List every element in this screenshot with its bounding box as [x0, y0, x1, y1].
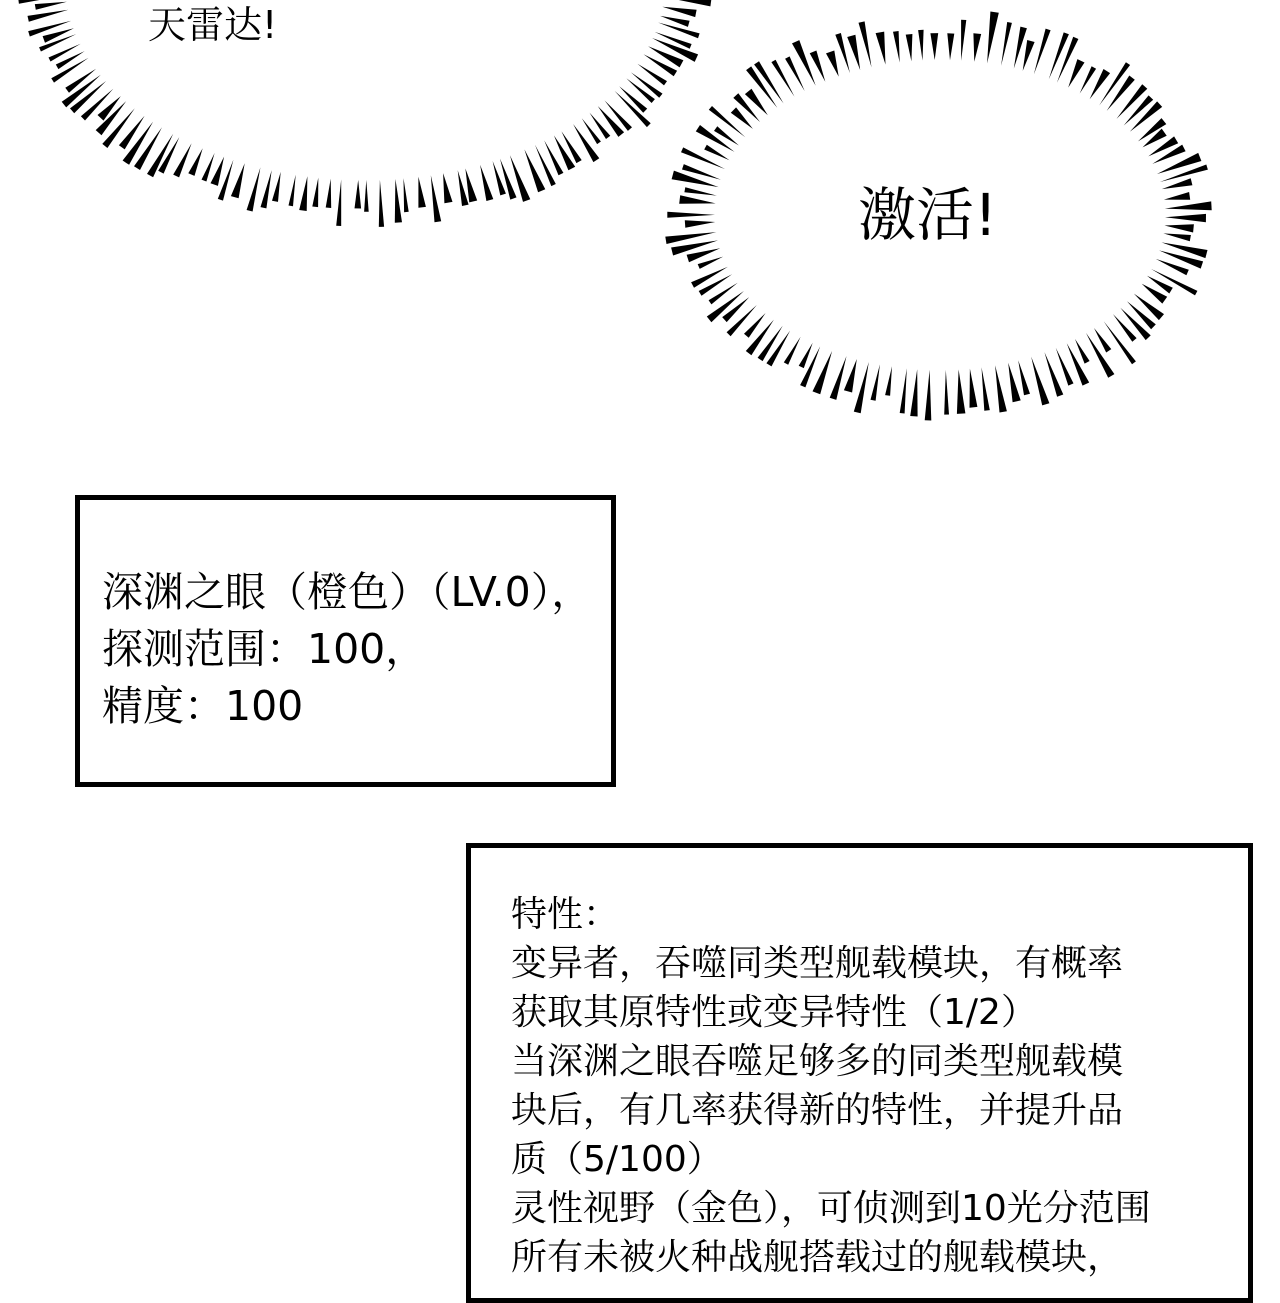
speed-line [480, 165, 493, 201]
speed-line [1156, 259, 1189, 275]
speed-line [698, 257, 724, 269]
speed-line [995, 365, 1007, 412]
speed-line [679, 195, 715, 204]
traits-line: 获取其原特性或变异特性（1/2） [511, 992, 1037, 1033]
speed-line [272, 172, 281, 202]
speed-line [1143, 129, 1167, 148]
speed-line [364, 180, 369, 212]
speed-line [982, 367, 990, 411]
traits-line: 所有未被火种战舰搭载过的舰载模块， [511, 1237, 1124, 1278]
speed-line [957, 370, 966, 414]
speed-line [1124, 95, 1154, 125]
stats-line: 深渊之眼（橙色）（LV.0）， [102, 568, 593, 616]
speed-line [900, 368, 907, 413]
traits-panel [466, 843, 1253, 1303]
speed-line [1165, 214, 1206, 222]
speed-line [261, 170, 272, 208]
speed-line [289, 175, 296, 207]
speed-line [906, 34, 913, 61]
speed-line [925, 370, 932, 421]
speed-line [947, 33, 954, 60]
traits-line: 变异者，吞噬同类型舰载模块，有概率 [511, 943, 1124, 984]
speed-line [1162, 242, 1208, 258]
traits-line: 块后，有几率获得新的特性，并提升品 [511, 1090, 1124, 1131]
speed-line [973, 33, 981, 62]
speed-line [35, 2, 67, 10]
speed-line [312, 178, 318, 208]
speed-line [1152, 145, 1185, 164]
speed-line [970, 369, 978, 408]
traits-line: 质（5/100） [511, 1139, 723, 1180]
speed-line [465, 169, 477, 203]
speed-line [893, 31, 900, 63]
speed-line [987, 12, 999, 64]
burst-bubble-1-speed-lines [18, 0, 713, 227]
speed-line [626, 78, 655, 103]
speed-line [930, 33, 938, 60]
speed-line [49, 44, 81, 62]
speed-line [1165, 224, 1194, 232]
speed-line [885, 366, 892, 395]
speed-line [1075, 339, 1090, 364]
speed-line [1080, 66, 1096, 93]
speed-line [758, 326, 783, 361]
stats-panel-lines [102, 564, 592, 735]
speed-line [1164, 192, 1190, 200]
speed-line [1104, 321, 1136, 364]
speed-line [667, 212, 715, 218]
speed-line [1165, 201, 1212, 210]
speed-line [231, 163, 245, 198]
speed-line [685, 220, 715, 228]
traits-line: 当深渊之眼吞噬足够多的同类型舰载模 [511, 1041, 1124, 1082]
speed-line [1107, 76, 1135, 111]
speed-line [395, 179, 402, 223]
speed-line [660, 16, 690, 27]
traits-panel-lines [511, 890, 1151, 1282]
speed-line [299, 176, 307, 211]
speed-line [1031, 357, 1049, 406]
speed-line [847, 35, 860, 70]
speed-line [524, 149, 545, 192]
speed-line [910, 369, 917, 416]
bubble-1-text: 天雷达! [148, 3, 278, 47]
speed-line [830, 356, 847, 400]
speed-line [859, 21, 872, 67]
speed-line [944, 370, 949, 415]
stats-panel [75, 495, 616, 787]
speed-line [379, 180, 384, 227]
speed-line [443, 173, 452, 203]
speed-line [431, 175, 441, 222]
speed-line [598, 106, 624, 137]
stats-line: 探测范围：100， [102, 625, 427, 673]
speed-line [844, 359, 857, 393]
speed-line [792, 40, 816, 86]
speed-line [664, 0, 711, 6]
traits-line: 灵性视野（金色），可侦测到10光分范围 [511, 1188, 1151, 1229]
speed-line [81, 89, 113, 121]
speed-line [662, 7, 696, 17]
speed-line [1127, 301, 1156, 329]
speed-line [1008, 363, 1021, 403]
speed-line [28, 10, 69, 22]
speed-line [247, 167, 261, 211]
traits-line: 特性： [511, 894, 620, 935]
speed-line [691, 267, 728, 288]
speed-line [1120, 308, 1150, 340]
speed-line [961, 20, 966, 61]
speed-line [1018, 360, 1030, 395]
speed-line [1034, 29, 1051, 75]
speed-line [202, 153, 215, 182]
speed-line [355, 180, 362, 209]
speed-line [854, 362, 869, 413]
speed-line [493, 161, 506, 195]
speed-line [28, 21, 71, 37]
speed-line [746, 320, 774, 356]
speed-line [1049, 32, 1069, 79]
speed-line [918, 30, 924, 61]
speed-line [1068, 59, 1084, 88]
speed-line [826, 51, 839, 77]
bubble-2-text: 激活! [858, 181, 998, 249]
stats-line: 精度：100 [102, 682, 304, 730]
speed-line [1163, 233, 1191, 241]
speed-line [672, 171, 719, 188]
speed-line [404, 178, 409, 212]
speed-line [799, 343, 813, 368]
speed-line [211, 157, 225, 186]
speed-line [871, 364, 880, 400]
speed-line [119, 116, 145, 150]
speed-line [336, 179, 341, 226]
speed-line [1160, 165, 1208, 183]
speed-line [326, 179, 332, 208]
speed-line [1001, 22, 1012, 66]
speed-line [709, 106, 746, 137]
speed-line [1023, 40, 1035, 71]
speed-line [418, 177, 426, 208]
speed-line [684, 187, 716, 195]
speed-line [835, 33, 850, 73]
speed-line [876, 32, 886, 65]
speed-line [784, 337, 801, 365]
speed-line [188, 148, 202, 176]
